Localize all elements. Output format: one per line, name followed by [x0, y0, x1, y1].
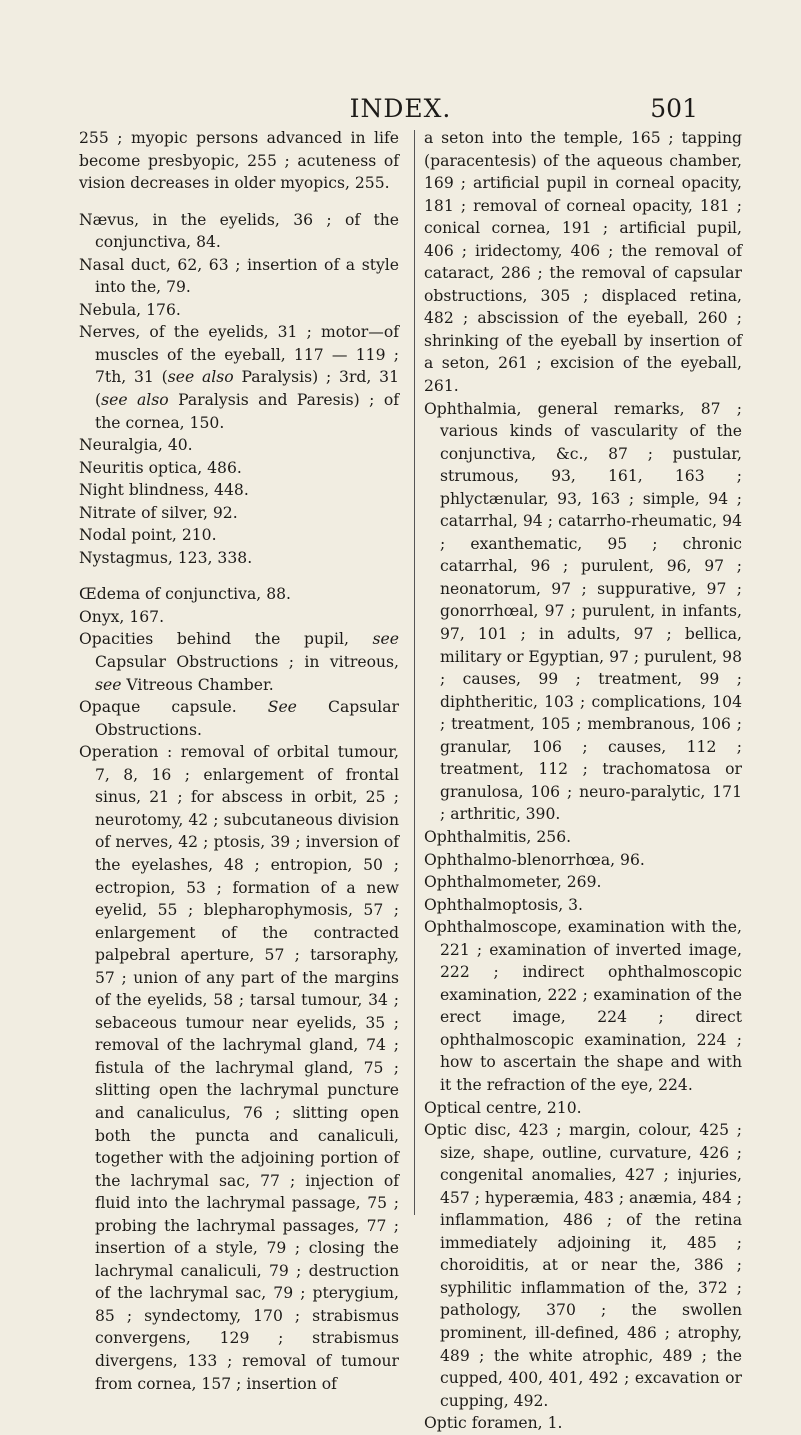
index-entry: Ophthalmo-blenorrhœa, 96. [424, 850, 645, 869]
index-entry: Nebula, 176. [79, 300, 181, 319]
index-entry: Night blindness, 448. [79, 481, 249, 500]
right-index-column [424, 127, 742, 1435]
index-entry: Nerves, of the eyelids, 31 ; motor—of muscles of the eyeball, 117 — 119 ; 7th, 31 (see also Paralysis) ; 3rd, 31 (see also Paralysis and Paresis) ; of the cornea, 150. [79, 323, 400, 432]
index-entry: Nitrate of silver, 92. [79, 503, 238, 522]
index-entry: Opacities behind the pupil, see Capsular Obstructions ; in vitreous, see Vitreous Chamber. [79, 630, 399, 694]
index-entry: Ophthalmitis, 256. [424, 827, 572, 846]
index-entry: Onyx, 167. [79, 607, 165, 626]
index-entry: Ophthalmoptosis, 3. [424, 895, 583, 914]
index-entry: Œdema of conjunctiva, 88. [79, 585, 291, 604]
index-entry: Optic foramen, 1. [424, 1414, 563, 1433]
index-entry: 255 ; myopic persons advanced in life become presbyopic, 255 ; acuteness of vision decreases in older myopics, 255. [79, 129, 399, 193]
index-entry: Nystagmus, 123, 338. [79, 548, 253, 567]
index-entry: Nodal point, 210. [79, 526, 217, 545]
index-entry: Ophthalmometer, 269. [424, 873, 602, 892]
index-entry: Ophthalmia, general remarks, 87 ; various kinds of vascularity of the conjunctiva, &c., 87 ; pustular, strumous, 93, 161, 163 ; phlyctænular, 93, 163 ; simple, 94 ; catarrhal, 94 ; catarrho-rheumatic, 94 ; exanthematic, 95 ; chronic catarrhal, 96 ; purulent, 96, 97 ; neonatorum, 97 ; suppurative, 97 ; gonorrhœal, 97 ; purulent, in infants, 97, 101 ; in adults, 97 ; bellica, military or Egyptian, 97 ; purulent, 98 ; causes, 99 ; treatment, 99 ; diphtheritic, 103 ; complications, 104 ; treatment, 105 ; membranous, 106 ; granular, 106 ; causes, 112 ; treatment, 112 ; trachomatosa or granulosa, 106 ; neuro-paralytic, 171 ; arthritic, 390. [424, 399, 742, 824]
index-entry: Optic disc, 423 ; margin, colour, 425 ; size, shape, outline, curvature, 426 ; congenital anomalies, 427 ; injuries, 457 ; hyperæmia, 483 ; anæmia, 484 ; inflammation, 486 ; of the retina immediately adjoining it, 485 ; choroiditis, at or near the, 386 ; syphilitic inflammation of the, 372 ; pathology, 370 ; the swollen prominent, ill-defined, 486 ; atrophy, 489 ; the white atrophic, 489 ; the cupped, 400, 401, 492 ; excavation or cupping, 492. [424, 1121, 742, 1410]
index-entry: Neuralgia, 40. [79, 436, 193, 455]
index-entry: Operation : removal of orbital tumour, 7, 8, 16 ; enlargement of frontal sinus, 21 ; for abscess in orbit, 25 ; neurotomy, 42 ; subcutaneous division of nerves, 42 ; ptosis, 39 ; inversion of the eyelashes, 48 ; entropion, 50 ; ectropion, 53 ; formation of a new eyelid, 55 ; blepharophymosis, 57 ; enlargement of the contracted palpebral aperture, 57 ; tarsoraphy, 57 ; union of any part of the margins of the eyelids, 58 ; tarsal tumour, 34 ; sebaceous tumour near eyelids, 35 ; removal of the lachrymal gland, 74 ; fistula of the lachrymal gland, 75 ; slitting open the lachrymal puncture and canaliculus, 76 ; slitting open both the puncta and canaliculi, together with the adjoining portion of the lachrymal sac, 77 ; injection of fluid into the lachrymal passage, 75 ; probing the lachrymal passages, 77 ; insertion of a style, 79 ; closing the lachrymal canaliculi, 79 ; destruction of the lachrymal sac, 79 ; pterygium, 85 ; syndectomy, 170 ; strabismus convergens, 129 ; strabismus divergens, 133 ; removal of tumour from cornea, 157 ; insertion of [79, 743, 399, 1393]
index-entry: Nasal duct, 62, 63 ; insertion of a style into the, 79. [79, 255, 399, 297]
index-entry: Opaque capsule. See Capsular Obstructions. [79, 698, 400, 739]
running-header-title: INDEX. [349, 94, 452, 123]
index-entry: Nævus, in the eyelids, 36 ; of the conjunctiva, 84. [79, 210, 399, 252]
index-entry: Optical centre, 210. [424, 1098, 582, 1117]
index-entry: a seton into the temple, 165 ; tapping (paracentesis) of the aqueous chamber, 169 ; artificial pupil in corneal opacity, 181 ; removal of corneal opacity, 181 ; conical cornea, 191 ; artificial pupil, 406 ; iridectomy, 406 ; the removal of cataract, 286 ; the removal of capsular obstructions, 305 ; displaced retina, 482 ; abscission of the eyeball, 260 ; shrinking of the eyeball by insertion of a seton, 261 ; excision of the eyeball, 261. [424, 129, 742, 396]
index-entry: Neuritis optica, 486. [79, 458, 242, 477]
left-index-column [79, 127, 399, 1395]
column-divider [414, 130, 415, 1215]
page-number: 501 [650, 94, 698, 123]
index-entry: Ophthalmoscope, examination with the, 221 ; examination of inverted image, 222 ; indirect ophthalmoscopic examination, 222 ; examination of the erect image, 224 ; direct ophthalmoscopic examination, 224 ; how to ascertain the shape and with it the refraction of the eye, 224. [424, 918, 742, 1094]
